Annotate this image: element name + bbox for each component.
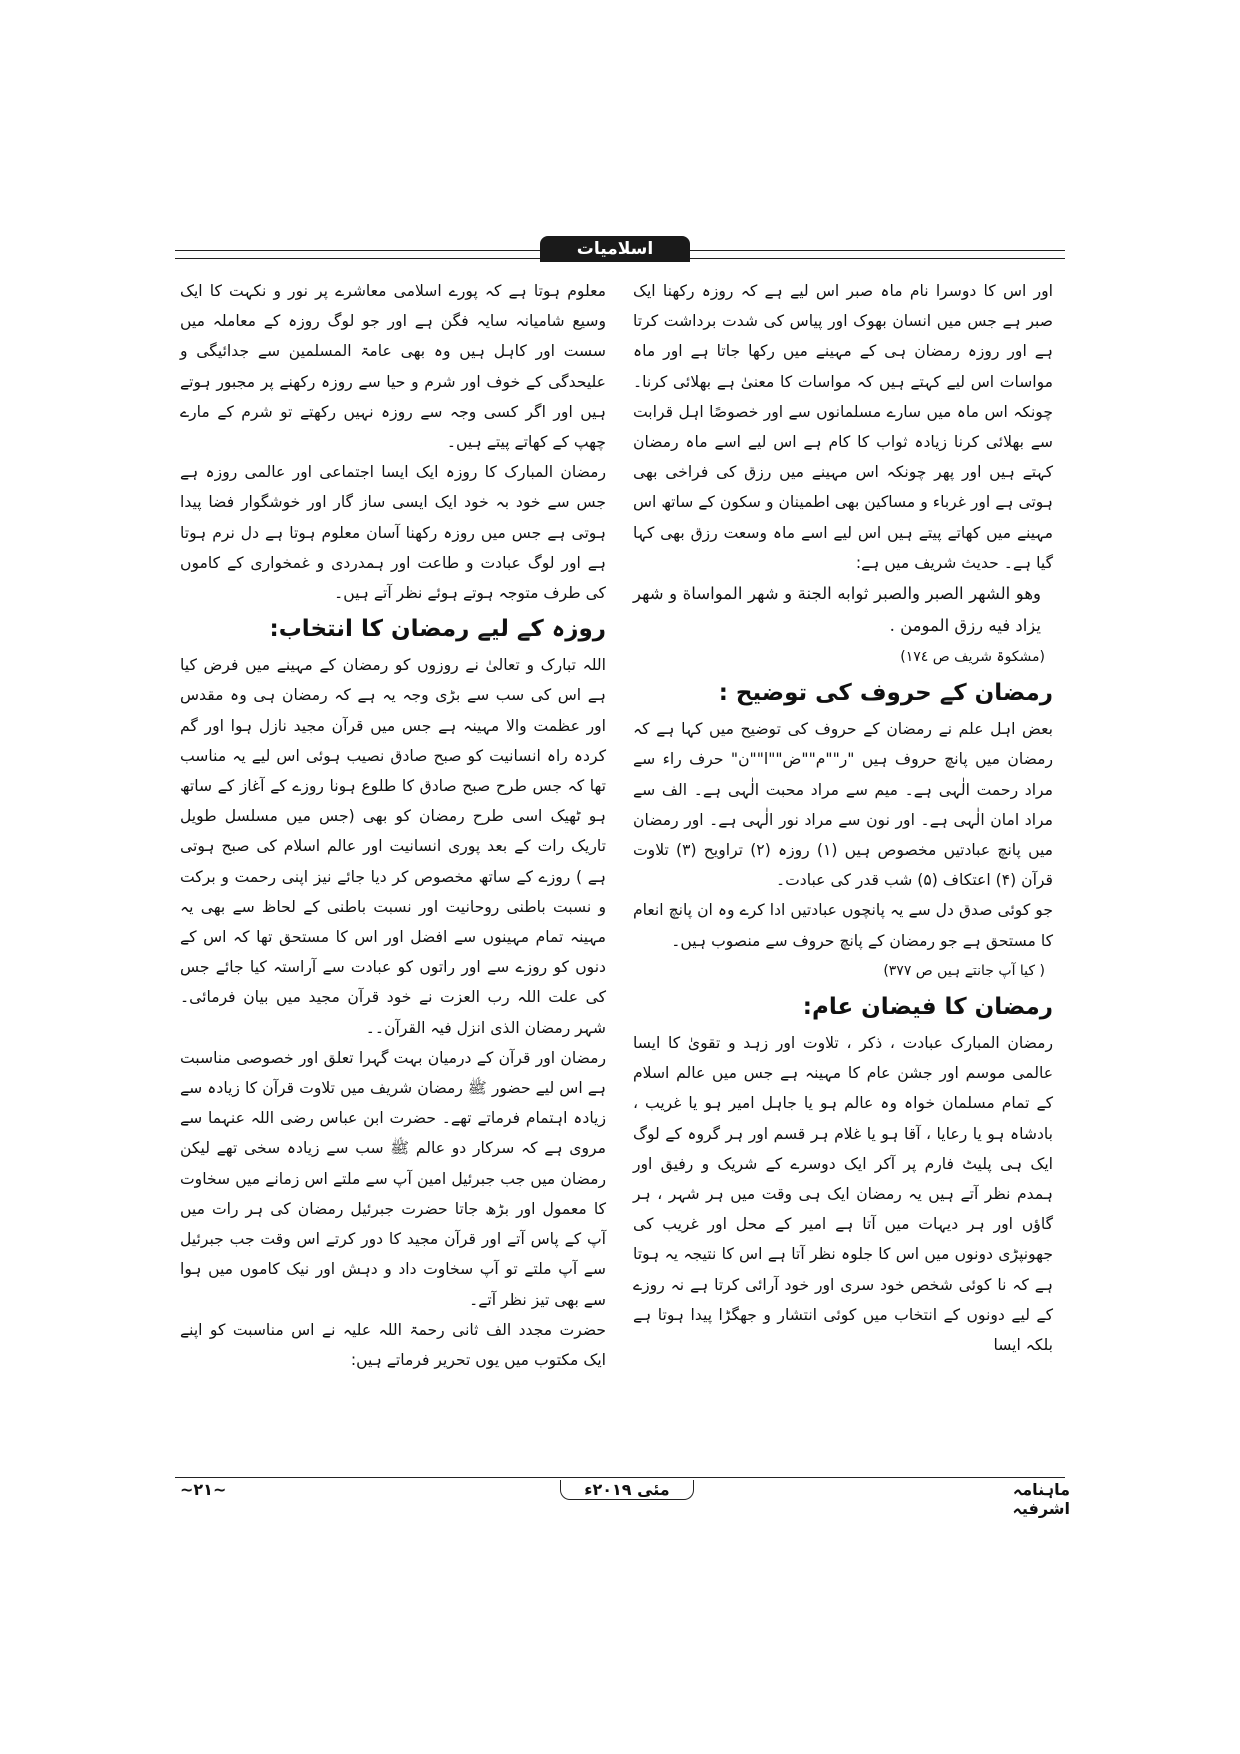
source-reference: ( کیا آپ جانتے ہیں ص ۳۷۷) [883,962,1045,979]
paragraph: رمضان المبارک عبادت ، ذکر ، تلاوت اور زہد و تقویٰ کا ایسا عالمی موسم اور جشن عام کا مہینہ ہے جس میں عالم اسلام کے تمام مسلمان خواہ وہ عالم ہو یا جاہل امیر ہو یا غریب ، بادشاہ ہو یا رعایا ، آقا ہو یا غلام ہر قسم اور ہر گروہ کے لوگ ایک ہی پلیٹ فارم پر آکر ایک دوسرے کے شریک و رفیق اور ہمدم نظر آتے ہیں یہ رمضان ایک ہی وقت میں ہر شہر ، ہر گاؤں اور ہر دیہات میں آتا ہے امیر کے محل اور غریب کی جھونپڑی دونوں میں اس کا جلوہ نظر آتا ہے اس کا نتیجہ یہ ہوتا ہے کہ نا کوئی شخص خود سری اور خود آرائی کرتا ہے نہ روزے کے لیے دونوں کے انتخاب میں کوئی انتشار و جھگڑا پیدا ہوتا ہے بلکہ ایسا [633,1034,1053,1355]
right-column [633,276,1053,1360]
hadith-text: وهو الشهر الصبر والصبر ثوابه الجنة و شهر المواساة و شهر يزاد فيه رزق المومن . [633,584,1041,636]
paragraph: اور اس کا دوسرا نام ماہ صبر اس لیے ہے کہ روزہ رکھنا ایک صبر ہے جس میں انسان بھوک اور پیاس کی شدت برداشت کرتا ہے اور روزہ رمضان ہی کے مہینے میں رکھا جاتا ہے اور ماہ مواسات اس لیے کہتے ہیں کہ مواسات کا معنیٰ ہے بھلائی کرنا۔ چونکہ اس ماہ میں سارے مسلمانوں سے اور خصوصًا اہل قرابت سے بھلائی کرنا زیادہ ثواب کا کام ہے اس لیے اسے ماہ رمضان کہتے ہیں اور پھر چونکہ اس مہینے میں رزق کی فراخی بھی ہوتی ہے اور غرباء و مساکین بھی اطمینان و سکون کے ساتھ اس مہینے میں کھاتے پیتے ہیں اس لیے اسے ماہ وسعت رزق بھی کہا گیا ہے۔ حدیث شریف میں ہے: [633,282,1053,572]
section-title-tab: اسلامیات [540,236,690,262]
paragraph: رمضان المبارک کا روزہ ایک ایسا اجتماعی اور عالمی روزہ ہے جس سے خود بہ خود ایک ایسی ساز گار اور خوشگوار فضا پیدا ہوتی ہے جس میں روزہ رکھنا آسان معلوم ہوتا ہے دل نرم ہوتا ہے اور لوگ عبادت و طاعت اور ہمدردی و غمخواری کے کاموں کی طرف متوجہ ہوتے ہوئے نظر آتے ہیں۔ [180,463,606,603]
section-heading: رمضان کے حروف کی توضیح : [718,680,1053,707]
section-heading: رمضان کا فیضان عام: [802,994,1053,1021]
magazine-name: ماہنامہ اشرفیہ [1012,1480,1070,1518]
paragraph: بعض اہل علم نے رمضان کے حروف کی توضیح میں کہا ہے کہ رمضان میں پانچ حروف ہیں "ر""م""ض""ا""ن" حرف راء سے مراد رحمت الٰہی ہے۔ میم سے مراد محبت الٰہی ہے۔ الف سے مراد امان الٰہی ہے۔ اور نون سے مراد نور الٰہی ہے۔ اور رمضان میں پانچ عبادتیں مخصوص ہیں (۱) روزہ (۲) تراویح (۳) تلاوت قرآن (۴) اعتکاف (۵) شب قدر کی عبادت۔ [633,720,1054,890]
paragraph: جو کوئی صدق دل سے یہ پانچوں عبادتیں ادا کرے وہ ان پانچ انعام کا مستحق ہے جو رمضان کے پانچ حروف سے منصوب ہیں۔ [633,901,1053,950]
section-heading: روزہ کے لیے رمضان کا انتخاب: [269,616,606,643]
issue-date: مئی ۲۰۱۹ء [560,1480,694,1500]
paragraph: معلوم ہوتا ہے کہ پورے اسلامی معاشرے پر نور و نکہت کا ایک وسیع شامیانہ سایہ فگن ہے اور جو لوگ روزہ کے معاملہ میں سست اور کاہل ہیں وہ بھی عامۃ المسلمین سے جدائیگی و علیحدگی کے خوف اور شرم و حیا سے روزہ رکھنے پر مجبور ہوتے ہیں اور اگر کسی وجہ سے روزہ نہیں رکھتے تو شرم کے مارے چھپ کے کھاتے پیتے ہیں۔ [180,282,606,452]
paragraph: اللہ تبارک و تعالیٰ نے روزوں کو رمضان کے مہینے میں فرض کیا ہے اس کی سب سے بڑی وجہ یہ ہے کہ رمضان ہی وہ مقدس اور عظمت والا مہینہ ہے جس میں قرآن مجید نازل ہوا اور گم کردہ راہ انسانیت کو صبح صادق نصیب ہوئی اس لیے یہ مناسب تھا کہ جس طرح صبح صادق کا طلوع ہونا روزے کے آغاز کے ساتھ ہو ٹھیک اسی طرح رمضان کو بھی (جس میں مسلسل طویل تاریک رات کے بعد پوری انسانیت اور عالم اسلام کی صبح ہوتی ہے ) روزے کے ساتھ مخصوص کر دیا جائے نیز اپنی رحمت و برکت و نسبت باطنی روحانیت اور نسبت باطنی کے لحاظ سے بھی یہ مہینہ تمام مہینوں سے افضل اور اس کا مستحق تھا کہ اس کے دنوں کو روزے سے اور راتوں کو عبادت سے آراستہ کیا جائے جس کی علت اللہ رب العزت نے خود قرآن مجید میں بیان فرمائی۔ شہر رمضان الذی انزل فیہ القرآن۔۔ [180,656,606,1037]
left-column [180,276,606,1375]
paragraph: رمضان اور قرآن کے درمیان بہت گہرا تعلق اور خصوصی مناسبت ہے اس لیے حضور ﷺ رمضان شریف میں تلاوت قرآن کا زیادہ سے زیادہ اہتمام فرماتے تھے۔ حضرت ابن عباس رضی اللہ عنہما سے مروی ہے کہ سرکار دو عالم ﷺ سب سے زیادہ سخی تھے لیکن رمضان میں جب جبرئیل امین آپ سے ملتے اس زمانے میں سخاوت کا معمول اور بڑھ جاتا حضرت جبرئیل رمضان کی ہر رات میں آپ کے پاس آتے اور قرآن مجید کا دور کرتے اس وقت جب جبرئیل سے آپ ملتے تو آپ سخاوت داد و دہش اور نیک کاموں میں ہوا سے بھی تیز نظر آتے۔ [180,1048,606,1309]
paragraph: حضرت مجدد الف ثانی رحمۃ اللہ علیہ نے اس مناسبت کو اپنے ایک مکتوب میں یوں تحریر فرماتے ہیں: [180,1320,606,1369]
footer-rule [175,1477,1065,1478]
page-number: ~۲۱~ [180,1480,227,1499]
hadith-reference: (مشکوۃ شریف ص ١٧٤) [900,649,1045,666]
